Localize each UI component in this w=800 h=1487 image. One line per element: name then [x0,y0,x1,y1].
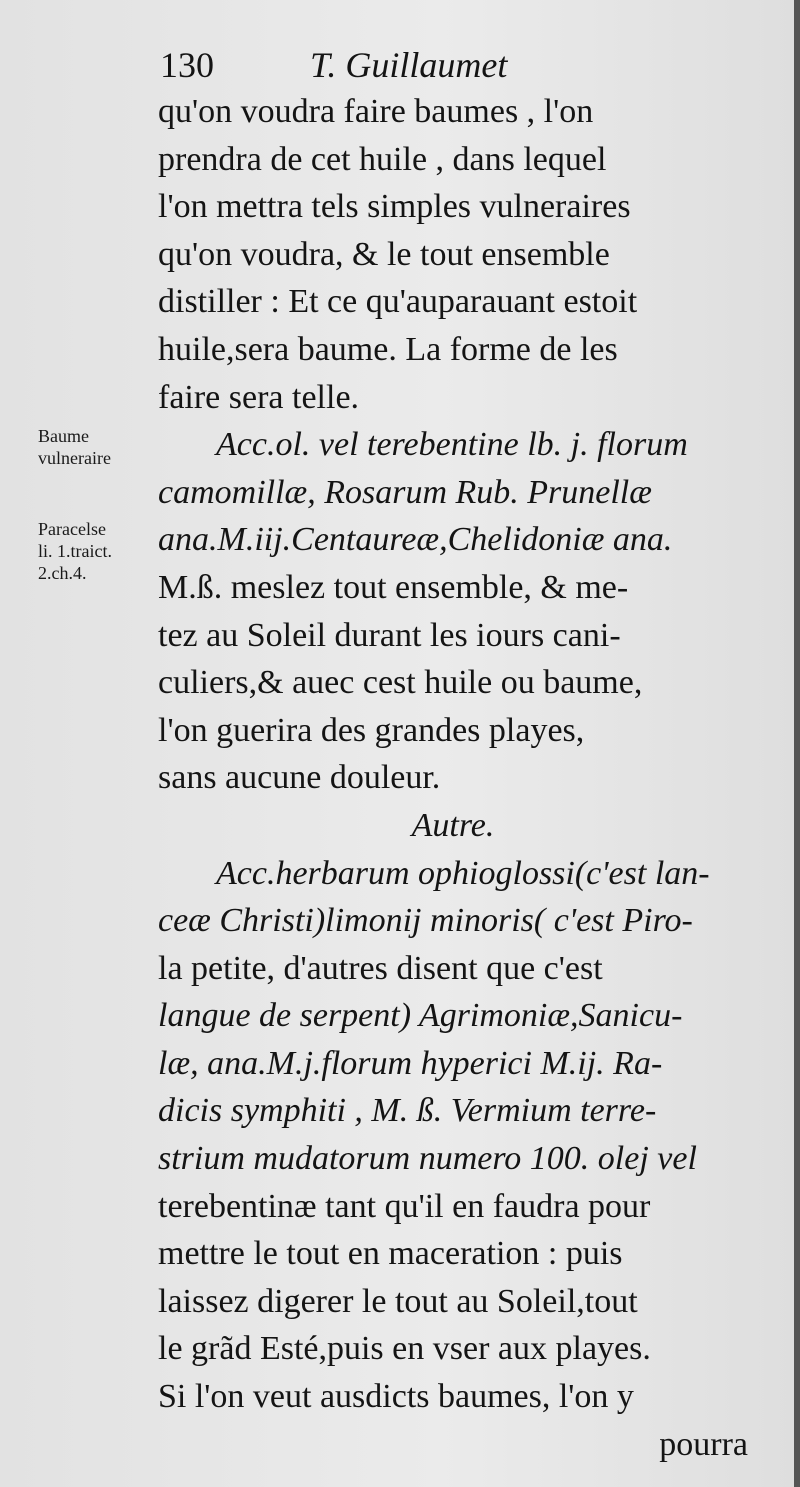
margin-note-baume [38,425,160,469]
text-line: terebentinæ tant qu'il en faudra pour [158,1187,651,1225]
recipe-line: læ, ana.M.j.florum hyperici M.ij. Ra- [158,1044,663,1082]
text-line: le grãd Esté,puis en vser aux playes. [158,1330,651,1368]
body-text [158,88,748,1468]
margin-note-line: vulneraire [38,448,111,468]
catchword: pourra [659,1425,748,1463]
recipe-line: langue de serpent) Agrimoniæ,Sanicu- [158,997,683,1035]
margin-note-line: 2.ch.4. [38,563,87,583]
margin-note-line: li. 1.traict. [38,541,112,561]
text-line: culiers,& auec cest huile ou baume, [158,664,643,702]
page-edge-shadow [794,0,800,1487]
text-line: tez au Soleil durant les iours cani- [158,616,621,654]
text-line: la petite, d'autres disent que c'est [158,949,603,987]
recipe-line: dicis symphiti , M. ß. Vermium terre- [158,1092,657,1130]
recipe-line: Acc.ol. vel terebentine lb. j. florum [216,426,688,464]
text-line: qu'on voudra faire baumes , l'on [158,93,594,130]
recipe-line: camomillæ, Rosarum Rub. Prunellæ [158,473,652,511]
text-line: M.ß. meslez tout ensemble, & me- [158,568,629,606]
text-line: distiller : Et ce qu'auparauant estoit [158,283,638,321]
text-line: Si l'on veut ausdicts baumes, l'on y [158,1378,634,1416]
running-title: T. Guillaumet [310,45,508,85]
margin-note-line: Baume [38,426,89,446]
text-line: mettre le tout en maceration : puis [158,1235,623,1273]
margin-note-line: Paracelse [38,519,106,539]
text-line: huile,sera baume. La forme de les [158,330,618,368]
recipe-line: ceæ Christi)limonij minoris( c'est Piro- [158,902,693,940]
text-line: qu'on voudra, & le tout ensemble [158,235,610,273]
recipe-line: strium mudatorum numero 100. olej vel [158,1140,697,1178]
recipe-line: Acc.herbarum ophioglossi(c'est lan- [216,854,710,892]
section-heading-autre: Autre. [411,806,495,844]
margin-note-paracelse [38,518,160,584]
recipe-line: ana.M.iij.Centaureæ,Chelidoniæ ana. [158,521,673,559]
text-line: sans aucune douleur. [158,759,441,797]
page-number: 130 [160,45,214,85]
text-line: prendra de cet huile , dans lequel [158,140,607,178]
text-line: laissez digerer le tout au Soleil,tout [158,1282,638,1320]
text-line: l'on mettra tels simples vulneraires [158,188,631,226]
text-line: l'on guerira des grandes playes, [158,711,585,749]
text-line: faire sera telle. [158,378,360,416]
